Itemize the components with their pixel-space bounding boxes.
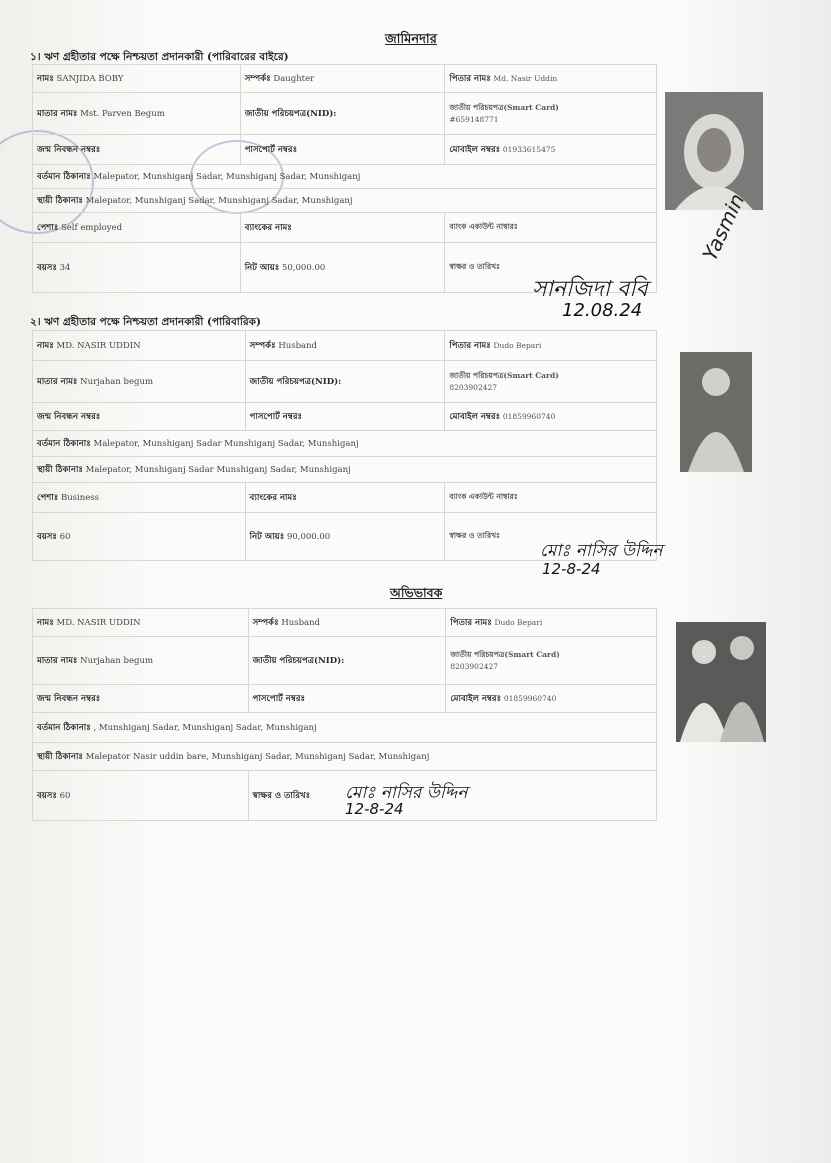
g1-signature: সানজিদা ববি: [532, 277, 648, 302]
g1-photo-signature-mark: Yasmin: [697, 189, 750, 265]
g1-father-cell: পিতার নামঃ Md. Nasir Uddin: [445, 65, 657, 93]
g1-sign-cell: স্বাক্ষর ও তারিখঃ: [445, 243, 657, 293]
g1-present: Malepator, Munshiganj Sadar, Munshiganj Sadar, Munshiganj: [93, 171, 361, 182]
guardian-smart: 8203902427: [450, 661, 499, 671]
g1-account-cell: ব্যাংক একাউন্ট নাম্বারঃ: [445, 213, 657, 243]
g1-passport-cell: পাসপোর্ট নম্বরঃ: [240, 135, 445, 165]
g1-mother-cell: মাতার নামঃ Mst. Parven Begum: [33, 93, 241, 135]
g1-age-cell: বয়সঃ 34: [33, 243, 241, 293]
guardian-title: অভিভাবক: [390, 585, 443, 600]
guardian-sign-date: 12-8-24: [345, 800, 404, 818]
guarantor-1-table: [32, 64, 657, 293]
g2-sign-date: 12-8-24: [542, 560, 601, 578]
g2-age: 60: [59, 531, 71, 542]
g1-income-cell: নিট আয়ঃ 50,000.00: [240, 243, 445, 293]
g1-present-cell: বর্তমান ঠিকানাঃ Malepator, Munshiganj Sadar, Munshiganj Sadar, Munshiganj: [33, 165, 657, 189]
guarantor-2-photo: [680, 352, 752, 472]
g1-father: Md. Nasir Uddin: [493, 73, 558, 83]
guardian-present: , Munshiganj Sadar, Munshiganj Sadar, Munshiganj: [93, 722, 317, 733]
g2-permanent: Malepator, Munshiganj Sadar Munshiganj Sadar, Munshiganj: [85, 464, 351, 475]
section-heading-guarantor-1: ১। ঋণ গ্রহীতার পক্ষে নিশ্চয়তা প্রদানকারী (পারিবারের বাইরে): [30, 51, 289, 63]
guardian-photo: [676, 622, 766, 742]
g2-name: MD. NASIR UDDIN: [56, 340, 141, 351]
g1-bank-cell: ব্যাংকের নামঃ: [240, 213, 445, 243]
guardian-name: MD. NASIR UDDIN: [56, 617, 141, 628]
g1-occupation: Self employed: [60, 222, 123, 233]
g1-permanent: Malepator, Munshiganj Sadar, Munshiganj Sadar, Munshiganj: [85, 195, 353, 206]
guardian-table: নামঃ MD. NASIR UDDIN সম্পর্কঃ Husband পিতার নামঃ Dudo Bepari মাতার নামঃ Nurjahan begum জাতীয় পরিচয়পত্র(NID): জাতীয় পরিচয়পত্র(Smart Card) 8203902427 জন্ম নিবন্ধন নম্বরঃ পাসপোর্ট নম্বরঃ মোবাইল নম্বরঃ 01859960740 বর্তমান ঠিকানাঃ , Munshiganj Sadar, Munshiganj Sadar, Munshiganj স্থায়ী ঠিকানাঃ Malepator Nasir uddin bare, Munshiganj Sadar, Munshiganj Sadar, Munshiganj বয়সঃ 60 স্বাক্ষর ও তারিখঃ: [32, 608, 657, 821]
g1-relation: Daughter: [273, 73, 315, 84]
g1-sign-date: 12.08.24: [562, 300, 643, 321]
g1-permanent-cell: স্থায়ী ঠিকানাঃ Malepator, Munshiganj Sadar, Munshiganj Sadar, Munshiganj: [33, 189, 657, 213]
g2-occupation: Business: [60, 492, 99, 503]
guarantor-2-table: নামঃ MD. NASIR UDDIN সম্পর্কঃ Husband পিতার নামঃ Dudo Bepari মাতার নামঃ Nurjahan begum জাতীয় পরিচয়পত্র(NID): জাতীয় পরিচয়পত্র(Smart Card) 8203902427 জন্ম নিবন্ধন নম্বরঃ পাসপোর্ট নম্বরঃ মোবাইল নম্বরঃ 01859960740 বর্তমান ঠিকানাঃ Malepator, Munshiganj Sadar Munshiganj Sadar, Munshiganj স্থায়ী ঠিকানাঃ Malepator, Munshiganj Sadar Munshiganj Sadar, Munshiganj পেশাঃ Business ব্যাংকের নামঃ ব্যাংক একাউন্ট নাম্বারঃ বয়সঃ 60 নিট আয়ঃ 90,000.00 স্বাক্ষর ও তারিখঃ: [32, 330, 657, 561]
g1-smart-cell: জাতীয় পরিচয়পত্র(Smart Card) #6591487​71: [445, 93, 657, 135]
page-title: জামিনদার: [385, 32, 437, 47]
g1-smart: #6591487​71: [449, 114, 499, 124]
g1-age: 34: [59, 262, 71, 273]
g1-mother: Mst. Parven Begum: [80, 108, 165, 119]
g2-smart: 8203902427: [449, 382, 498, 392]
g1-relation-cell: সম্পর্কঃ Daughter: [240, 65, 445, 93]
g1-mobile: 01933615475: [502, 144, 556, 154]
g1-name: SANJIDA BOBY: [56, 73, 124, 84]
g1-birth-cell: জন্ম নিবন্ধন নম্বরঃ: [33, 135, 241, 165]
guardian-age: 60: [59, 790, 71, 801]
guardian-permanent: Malepator Nasir uddin bare, Munshiganj Sadar, Munshiganj Sadar, Munshiganj: [85, 751, 430, 762]
g2-mother: Nurjahan begum: [80, 376, 153, 387]
g1-income: 50,000.00: [282, 262, 326, 273]
guardian-relation: Husband: [281, 617, 321, 628]
guardian-mobile: 01859960740: [503, 693, 557, 703]
g2-mobile: 01859960740: [502, 411, 556, 421]
g1-mobile-cell: মোবাইল নম্বরঃ 01933615475: [445, 135, 657, 165]
g2-present: Malepator, Munshiganj Sadar Munshiganj Sadar, Munshiganj: [93, 438, 359, 449]
g2-signature: মোঃ নাসির উদ্দিন: [540, 541, 663, 561]
guarantor-1-photo: [665, 92, 763, 210]
g2-relation: Husband: [278, 340, 318, 351]
guardian-signature: মোঃ নাসির উদ্দিন: [345, 783, 468, 803]
g1-nid-cell: জাতীয় পরিচয়পত্র(NID):: [240, 93, 445, 135]
guardian-father: Dudo Bepari: [494, 617, 543, 627]
g1-name-cell: নামঃ SANJIDA BOBY: [33, 65, 241, 93]
section-heading-guarantor-2: ২। ঋণ গ্রহীতার পক্ষে নিশ্চয়তা প্রদানকারী (পারিবারিক): [30, 316, 261, 328]
guardian-mother: Nurjahan begum: [80, 655, 153, 666]
g2-income: 90,000.00: [286, 531, 331, 542]
g2-father: Dudo Bepari: [493, 340, 542, 350]
g1-occupation-cell: পেশাঃ Self employed: [33, 213, 241, 243]
